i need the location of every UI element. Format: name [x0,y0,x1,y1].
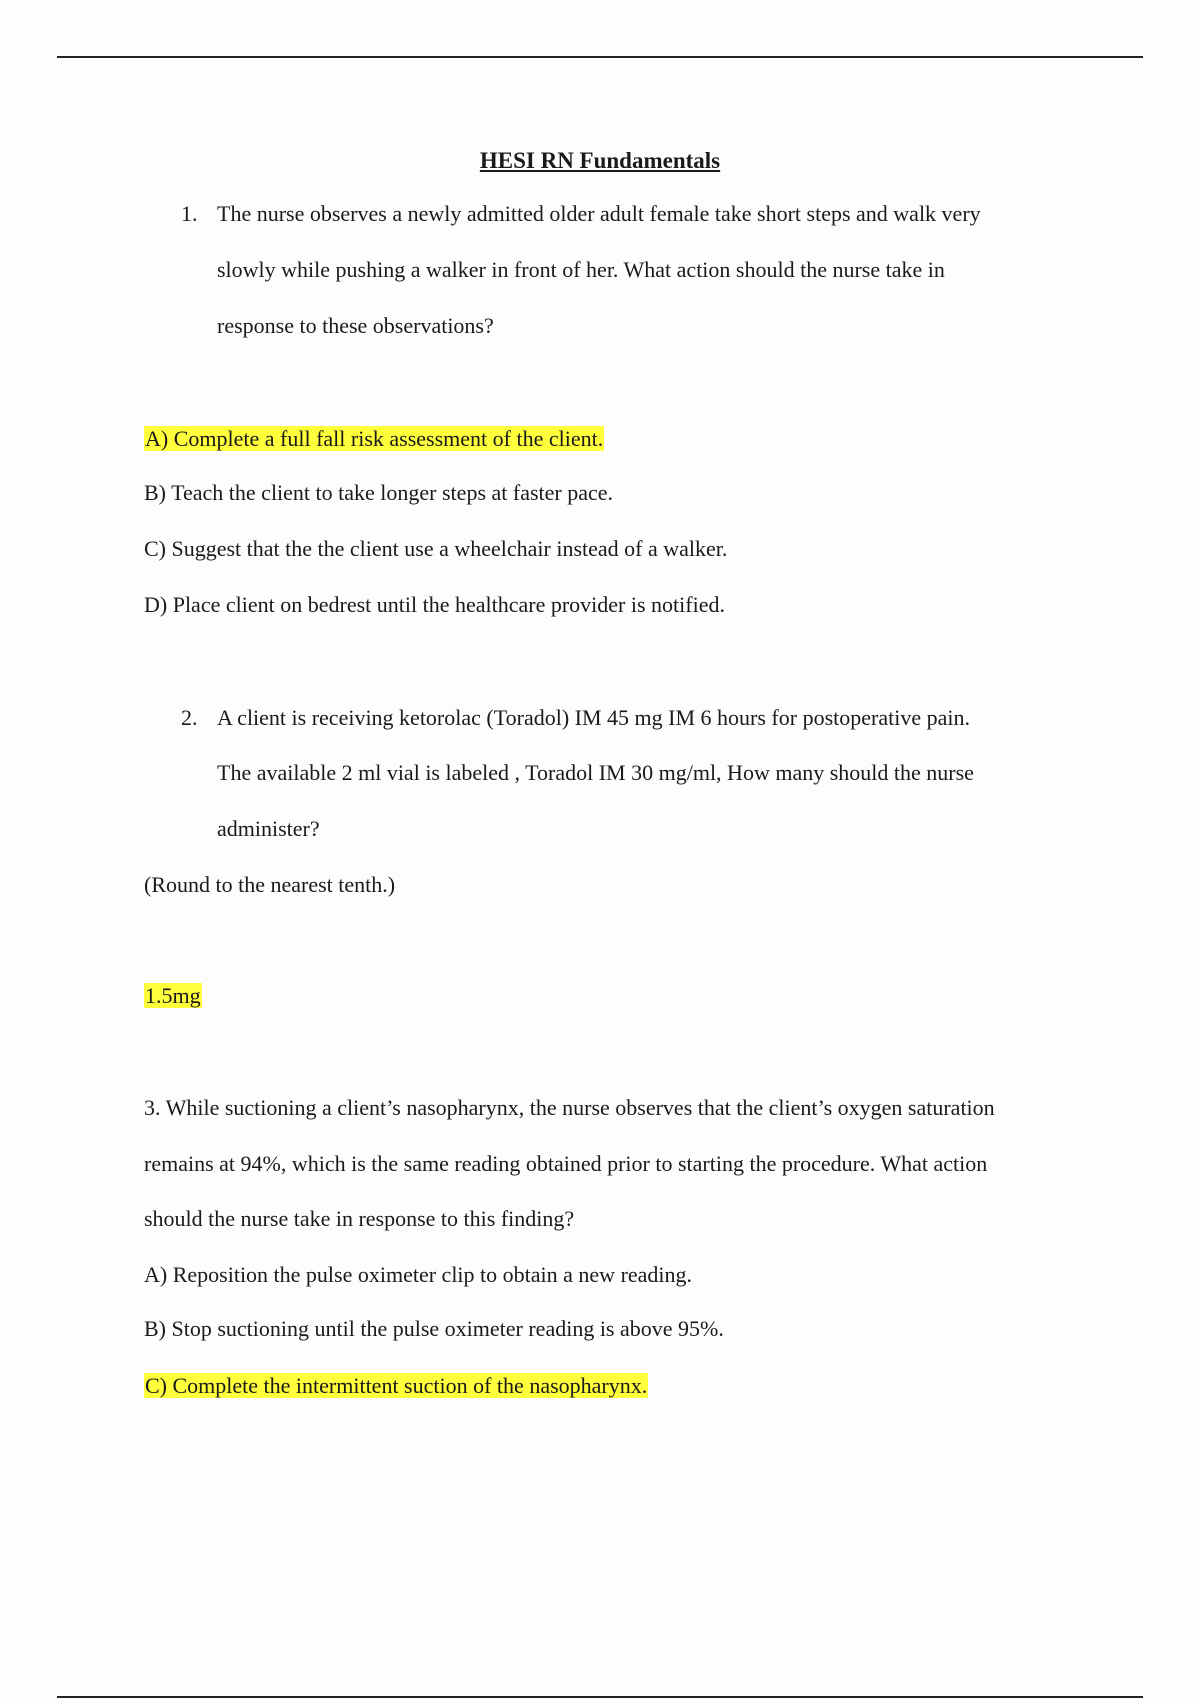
q2-number: 2. [181,705,198,730]
q3-option-b: B) Stop suctioning until the pulse oximeter reading is above 95%. [144,1316,724,1341]
q2-note: (Round to the nearest tenth.) [144,872,396,897]
q3-answer-highlight: C) Complete the intermittent suction of the nasopharynx. [145,1373,648,1398]
q1-option-a [144,423,604,455]
q1-stem-line-3: response to these observations? [217,313,494,338]
q3-option-a: A) Reposition the pulse oximeter clip to obtain a new reading. [144,1262,693,1287]
q2-answer [144,980,202,1012]
bottom-rule [57,1696,1143,1698]
q1-answer-highlight: A) Complete a full fall risk assessment of the client. [145,426,604,451]
q1-option-c: C) Suggest that the the client use a wheelchair instead of a walker. [144,536,728,561]
q1-stem-line-2: slowly while pushing a walker in front of her. What action should the nurse take in [217,257,945,282]
q2-stem-line-3: administer? [217,816,320,841]
q2-stem-line-1: A client is receiving ketorolac (Toradol) IM 45 mg IM 6 hours for postoperative pain. [217,705,970,730]
q1-option-b: B) Teach the client to take longer steps at faster pace. [144,480,614,505]
q3-option-c [144,1370,648,1402]
q3-stem-line-1: 3. While suctioning a client’s nasopharynx, the nurse observes that the client’s oxygen saturation [144,1095,995,1120]
q1-option-d: D) Place client on bedrest until the healthcare provider is notified. [144,592,725,617]
q2-stem-line-2: The available 2 ml vial is labeled , Toradol IM 30 mg/ml, How many should the nurse [217,760,974,785]
q3-stem-line-2: remains at 94%, which is the same reading obtained prior to starting the procedure. What action [144,1151,988,1176]
q2-answer-highlight: 1.5mg [145,983,201,1008]
q1-number: 1. [181,201,198,226]
document-title: HESI RN Fundamentals [479,148,721,173]
q1-stem-line-1: The nurse observes a newly admitted older adult female take short steps and walk very [217,201,981,226]
q3-stem-line-3: should the nurse take in response to this finding? [144,1206,575,1231]
